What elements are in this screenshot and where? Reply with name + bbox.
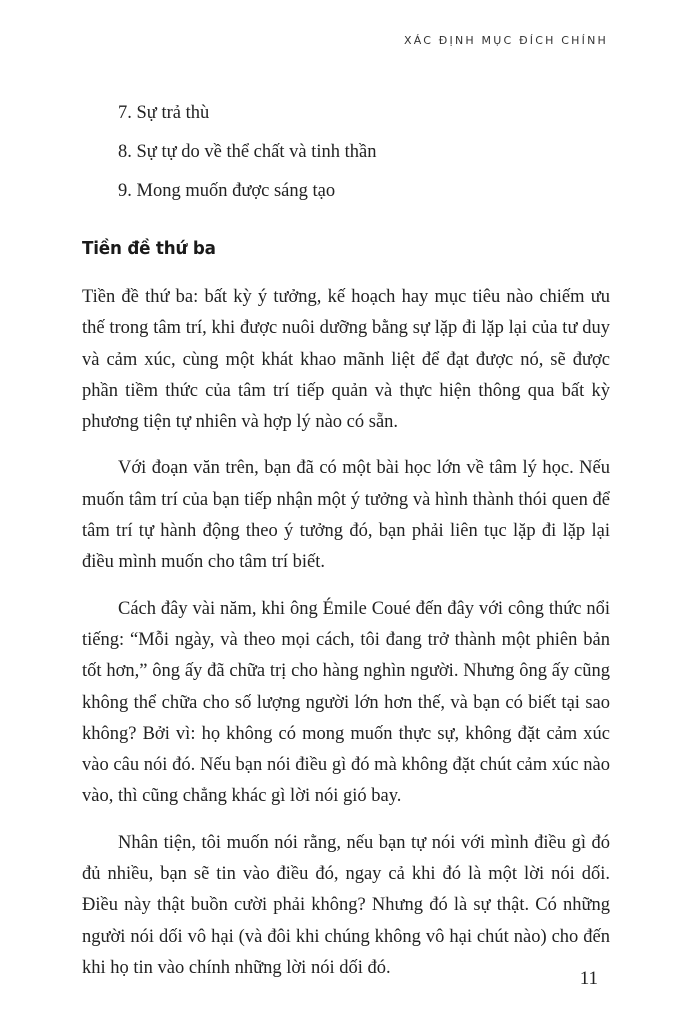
running-header: XÁC ĐỊNH MỤC ĐÍCH CHÍNH (403, 34, 608, 47)
list-item: 7. Sự trả thù (118, 103, 210, 123)
section-heading: Tiền đề thứ ba (82, 238, 216, 259)
paragraph: Với đoạn văn trên, bạn đã có một bài học lớn về tâm lý học. Nếu muốn tâm trí của bạn tiếp nhận một ý tưởng và hình thành thói quen để tâm trí tự hành động theo ý tưởng đó, bạn phải liên tục lặp đi lặp lại điều mình muốn cho tâm trí biết. (82, 458, 610, 573)
paragraph: Tiền đề thứ ba: bất kỳ ý tưởng, kế hoạch hay mục tiêu nào chiếm ưu thế trong tâm trí, khi được nuôi dưỡng bằng sự lặp đi lặp lại của tư duy và cảm xúc, cùng một khát khao mãnh liệt để đạt được nó, sẽ được phần tiềm thức của tâm trí tiếp quản và thực hiện thông qua bất kỳ phương tiện tự nhiên và hợp lý nào có sẵn. (82, 287, 610, 433)
list-item: 8. Sự tự do về thể chất và tinh thần (118, 142, 377, 162)
list-item: 9. Mong muốn được sáng tạo (118, 181, 336, 201)
paragraph: Nhân tiện, tôi muốn nói rằng, nếu bạn tự nói với mình điều gì đó đủ nhiều, bạn sẽ tin vào điều đó, ngay cả khi đó là một lời nói dối. Điều này thật buồn cười phải không? Nhưng đó là sự thật. Có những người nói dối vô hại (và đôi khi chúng không vô hại chút nào) cho đến khi họ tin vào chính những lời nói dối đó. (82, 832, 610, 978)
numbered-list (118, 94, 376, 211)
page-number: 11 (579, 968, 598, 989)
body-text (82, 282, 610, 984)
paragraph: Cách đây vài năm, khi ông Émile Coué đến đây với công thức nổi tiếng: “Mỗi ngày, và theo mọi cách, tôi đang trở thành một phiên bản tốt hơn,” ông ấy đã chữa trị cho hàng nghìn người. Nhưng ông ấy cũng không thể chữa cho số lượng người lớn hơn thế, và bạn có biết tại sao không? Bởi vì: họ không có mong muốn thực sự, không đặt cảm xúc vào câu nói đó. Nếu bạn nói điều gì đó mà không đặt chút cảm xúc nào vào, thì cũng chẳng khác gì lời nói gió bay. (82, 598, 610, 807)
